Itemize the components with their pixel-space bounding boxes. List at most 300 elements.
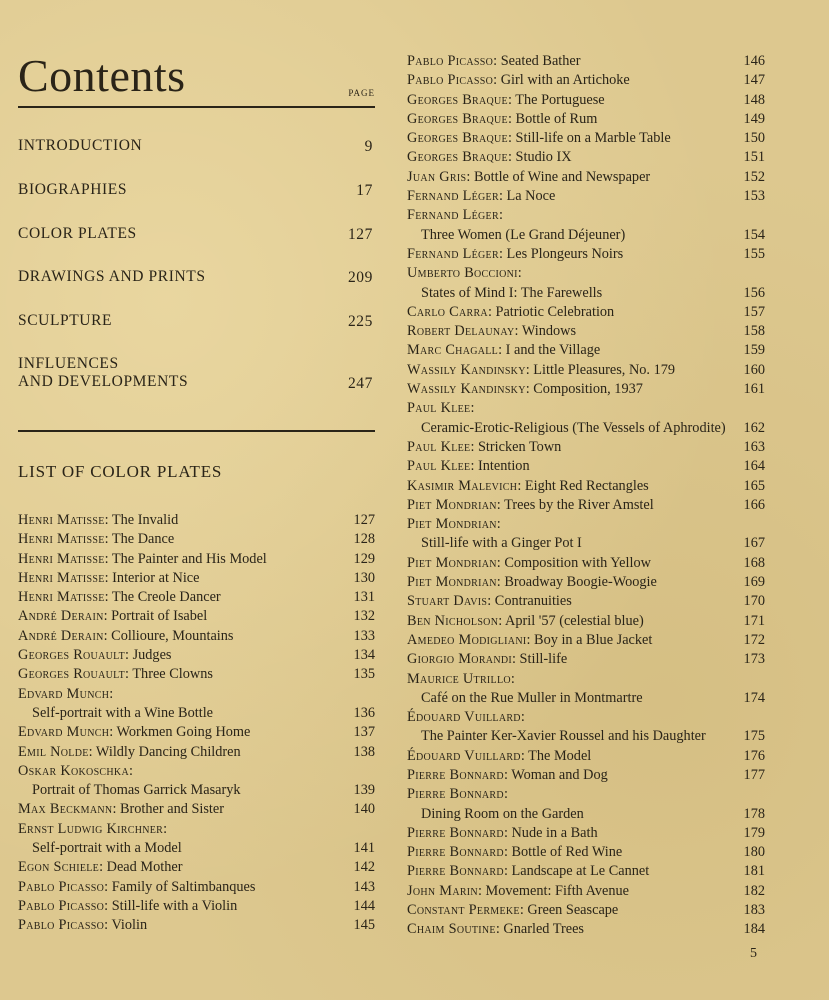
title-divider xyxy=(18,106,375,108)
plate-entry-line: Henri Matisse: The Painter and His Model xyxy=(18,550,267,567)
plate-artist: Wassily Kandinsky xyxy=(407,381,526,398)
plate-entry-line: Piet Mondrian: Broadway Boogie-Woogie xyxy=(407,574,657,591)
plate-entry[interactable] xyxy=(407,901,765,920)
plate-entry[interactable] xyxy=(407,554,765,573)
plate-entry[interactable] xyxy=(407,71,765,90)
plate-entry-line: Wassily Kandinsky: Little Pleasures, No. 179 xyxy=(407,361,676,378)
plate-page-number: 129 xyxy=(353,550,375,567)
plate-page-number: 144 xyxy=(353,897,375,914)
plate-artist: Fernand Léger xyxy=(407,207,499,224)
page-title: Contents xyxy=(18,50,186,101)
plate-artist: Edvard Munch xyxy=(18,724,110,741)
color-plates-heading: LIST OF COLOR PLATES xyxy=(18,462,223,481)
plate-page-number: 161 xyxy=(743,381,765,398)
plate-title-continued: States of Mind I: The Farewells xyxy=(421,284,603,301)
plate-artist: Henri Matisse xyxy=(18,531,105,548)
plate-entry-line: Ernst Ludwig Kirchner: xyxy=(18,820,168,837)
plate-page-number: 164 xyxy=(743,458,765,475)
section-entry[interactable] xyxy=(18,355,375,393)
plate-title: Nude in a Bath xyxy=(511,824,598,841)
plate-page-number: 160 xyxy=(743,361,765,378)
plate-entry[interactable] xyxy=(18,820,375,859)
plate-entry-line: Carlo Carra: Patriotic Celebration xyxy=(407,303,615,320)
plate-entry-line: Piet Mondrian: xyxy=(407,516,501,533)
plate-entry-line: Piet Mondrian: Composition with Yellow xyxy=(407,554,651,571)
plate-artist: Piet Mondrian xyxy=(407,516,497,533)
section-name: SCULPTURE xyxy=(18,312,113,329)
plate-page-number: 169 xyxy=(743,574,765,591)
plate-entry[interactable] xyxy=(18,685,375,724)
plate-entry-line: Pierre Bonnard: Nude in a Bath xyxy=(407,824,598,841)
plate-entry-line: Stuart Davis: Contranuities xyxy=(407,593,572,610)
plate-page-number: 184 xyxy=(743,921,765,938)
section-name: INFLUENCES AND DEVELOPMENTS xyxy=(18,355,189,390)
plate-title-continued: The Painter Ker-Xavier Roussel and his Daughter xyxy=(421,728,706,745)
plate-entry-line: Henri Matisse: Interior at Nice xyxy=(18,569,200,586)
plate-title: Dead Mother xyxy=(106,859,183,876)
plate-artist: Pierre Bonnard xyxy=(407,844,504,861)
plate-title: Contranuities xyxy=(494,593,572,610)
plate-entry[interactable] xyxy=(18,800,375,819)
section-page-number: 127 xyxy=(347,226,373,243)
plate-entry-line: Pablo Picasso: Family of Saltimbanques xyxy=(18,878,256,895)
plate-title-continued: Still-life with a Ginger Pot I xyxy=(421,535,582,552)
plate-title: Boy in a Blue Jacket xyxy=(534,631,653,648)
plate-entry-line: Paul Klee: Intention xyxy=(407,458,530,475)
plate-entry-line: Marc Chagall: I and the Village xyxy=(407,342,601,359)
plate-entry[interactable] xyxy=(18,530,375,549)
plate-page-number: 152 xyxy=(743,168,765,185)
section-page-number: 17 xyxy=(356,182,373,199)
color-plate-list-left xyxy=(18,511,375,936)
plate-title: Gnarled Trees xyxy=(503,921,584,938)
section-entry[interactable] xyxy=(18,181,375,200)
plate-artist: Oskar Kokoschka xyxy=(18,762,129,779)
plate-entry-line: Pablo Picasso: Seated Bather xyxy=(407,53,581,69)
plate-artist: Henri Matisse xyxy=(18,550,105,567)
plate-artist: Piet Mondrian xyxy=(407,496,497,513)
section-entry[interactable] xyxy=(18,312,375,331)
plate-page-number: 127 xyxy=(353,512,375,528)
plate-entry-line: Juan Gris: Bottle of Wine and Newspaper xyxy=(407,168,651,185)
plate-artist: Georges Rouault xyxy=(18,666,126,683)
plate-entry-line: Fernand Léger: La Noce xyxy=(407,188,556,205)
plate-page-number: 174 xyxy=(743,689,765,706)
plate-title: April '57 (celestial blue) xyxy=(505,612,644,629)
plate-artist: Ernst Ludwig Kirchner xyxy=(18,820,164,837)
plate-page-number: 176 xyxy=(743,747,765,764)
plate-entry-line: Édouard Vuillard: The Model xyxy=(407,747,592,764)
plate-title: Seated Bather xyxy=(500,53,581,69)
plate-title-continued: Three Women (Le Grand Déjeuner) xyxy=(421,226,626,243)
plate-entry-line: Chaim Soutine: Gnarled Trees xyxy=(407,921,584,938)
plate-entry[interactable] xyxy=(407,708,765,747)
plate-entry-line: Pierre Bonnard: Bottle of Red Wine xyxy=(407,844,623,861)
plate-entry-line: Max Beckmann: Brother and Sister xyxy=(18,801,225,818)
plate-entry-line: Édouard Vuillard: xyxy=(407,709,525,726)
plate-entry[interactable] xyxy=(407,457,765,476)
plate-entry-line: Georges Braque: Still-life on a Marble Table xyxy=(407,130,671,147)
plate-page-number: 134 xyxy=(353,647,375,664)
plate-title: Brother and Sister xyxy=(119,801,225,818)
plate-title: Composition, 1937 xyxy=(533,381,643,398)
plate-page-number: 150 xyxy=(743,130,765,147)
plate-entry[interactable] xyxy=(407,843,765,862)
plate-artist: Georges Braque xyxy=(407,91,508,108)
plate-entry-line: Henri Matisse: The Invalid xyxy=(18,512,179,528)
plate-artist: Edvard Munch xyxy=(18,685,110,702)
plate-entry-line: Wassily Kandinsky: Composition, 1937 xyxy=(407,381,643,398)
section-page-number: 209 xyxy=(347,269,373,286)
plate-page-number: 166 xyxy=(743,496,765,513)
plate-entry-line: Pablo Picasso: Girl with an Artichoke xyxy=(407,72,630,89)
plate-title: Windows xyxy=(521,323,577,340)
plate-entry[interactable] xyxy=(18,878,375,897)
plate-title: Family of Saltimbanques xyxy=(111,878,256,895)
plate-entry-line: André Derain: Collioure, Mountains xyxy=(18,627,234,644)
plate-title: Les Plongeurs Noirs xyxy=(506,245,624,262)
plate-title: Intention xyxy=(477,458,530,475)
plate-artist: Pablo Picasso xyxy=(407,72,494,89)
plate-entry[interactable] xyxy=(18,665,375,684)
plate-entry[interactable] xyxy=(407,399,765,438)
section-entry[interactable] xyxy=(18,137,375,156)
section-entry[interactable] xyxy=(18,268,375,287)
plate-artist: Henri Matisse xyxy=(18,569,105,586)
plate-artist: Édouard Vuillard xyxy=(407,709,521,726)
plate-title: Bottle of Wine and Newspaper xyxy=(473,168,651,185)
plate-page-number: 157 xyxy=(743,303,765,320)
plate-page-number: 179 xyxy=(743,824,765,841)
plate-artist: Pierre Bonnard xyxy=(407,786,504,803)
plate-entry[interactable] xyxy=(18,607,375,626)
plate-entry-line: Oskar Kokoschka: xyxy=(18,762,133,779)
plate-artist: Pablo Picasso xyxy=(407,53,494,69)
plate-entry[interactable] xyxy=(18,743,375,762)
plate-page-number: 155 xyxy=(743,245,765,262)
plate-page-number: 156 xyxy=(743,284,765,301)
plate-page-number: 128 xyxy=(353,531,375,548)
plate-entry[interactable] xyxy=(407,920,765,939)
plate-entry[interactable] xyxy=(407,670,765,709)
plate-title: The Portuguese xyxy=(515,91,605,108)
plate-artist: Wassily Kandinsky xyxy=(407,361,526,378)
plate-artist: Henri Matisse xyxy=(18,512,105,528)
plate-title: Little Pleasures, No. 179 xyxy=(533,361,676,378)
right-column xyxy=(407,52,765,940)
plate-title: Still-life xyxy=(519,651,568,668)
plate-artist: Kasimir Malevich xyxy=(407,477,518,494)
plate-title: Three Clowns xyxy=(132,666,213,683)
plate-artist: Pierre Bonnard xyxy=(407,824,504,841)
plate-page-number: 130 xyxy=(353,569,375,586)
plate-entry[interactable] xyxy=(407,477,765,496)
plate-title: La Noce xyxy=(506,188,556,205)
plate-entry[interactable] xyxy=(407,110,765,129)
plate-page-number: 147 xyxy=(743,72,765,89)
section-page-number: 247 xyxy=(347,375,373,392)
plate-title: Bottle of Rum xyxy=(515,110,598,127)
plate-entry-line: Georges Rouault: Judges xyxy=(18,647,172,664)
plate-entry-line: Fernand Léger: xyxy=(407,207,503,224)
plate-title-continued: Ceramic-Erotic-Religious (The Vessels of Aphrodite) xyxy=(421,419,726,436)
plate-page-number: 159 xyxy=(743,342,765,359)
plate-artist: Georges Braque xyxy=(407,149,508,166)
plate-page-number: 138 xyxy=(353,743,375,760)
plate-title: Stricken Town xyxy=(477,438,562,455)
plate-page-number: 168 xyxy=(743,554,765,571)
plate-page-number: 142 xyxy=(353,859,375,876)
plate-entry-line: Pierre Bonnard: Landscape at Le Cannet xyxy=(407,863,650,880)
plate-entry-line: Pierre Bonnard: xyxy=(407,786,508,803)
plate-entry[interactable] xyxy=(407,515,765,554)
plate-title: Trees by the River Amstel xyxy=(504,496,654,513)
plate-entry[interactable] xyxy=(18,897,375,916)
plate-entry[interactable] xyxy=(407,91,765,110)
plate-entry[interactable] xyxy=(18,762,375,801)
plate-page-number: 177 xyxy=(743,766,765,783)
plate-entry[interactable] xyxy=(407,341,765,360)
plate-entry[interactable] xyxy=(407,631,765,650)
plate-page-number: 170 xyxy=(743,593,765,610)
plate-entry[interactable] xyxy=(407,303,765,322)
plate-page-number: 136 xyxy=(353,704,375,721)
plate-artist: Henri Matisse xyxy=(18,589,105,606)
plate-title: Studio IX xyxy=(515,149,572,166)
plate-entry-line: Henri Matisse: The Dance xyxy=(18,531,175,548)
plate-artist: Paul Klee xyxy=(407,458,471,475)
section-name: COLOR PLATES xyxy=(18,225,137,242)
plate-title: Eight Red Rectangles xyxy=(524,477,649,494)
plate-page-number: 167 xyxy=(743,535,765,552)
plate-title: The Model xyxy=(528,747,592,764)
section-page-number: 225 xyxy=(347,313,373,330)
plate-title: Still-life on a Marble Table xyxy=(515,130,671,147)
plate-title: The Painter and His Model xyxy=(111,550,267,567)
plate-page-number: 132 xyxy=(353,608,375,625)
plate-page-number: 141 xyxy=(353,840,375,857)
plate-page-number: 149 xyxy=(743,110,765,127)
plate-entry-line: Ben Nicholson: April '57 (celestial blue) xyxy=(407,612,644,629)
plate-artist: Emil Nolde xyxy=(18,743,89,760)
plate-title: Judges xyxy=(132,647,172,664)
plate-artist: Pablo Picasso xyxy=(18,917,105,934)
plate-entry-line: Egon Schiele: Dead Mother xyxy=(18,859,183,876)
plate-artist: Max Beckmann xyxy=(18,801,113,818)
plate-artist: Piet Mondrian xyxy=(407,574,497,591)
plate-entry[interactable] xyxy=(18,550,375,569)
plate-entry[interactable] xyxy=(18,916,375,935)
plate-artist: Édouard Vuillard xyxy=(407,747,521,764)
plate-entry[interactable] xyxy=(407,264,765,303)
plate-artist: Pablo Picasso xyxy=(18,897,105,914)
plate-page-number: 146 xyxy=(743,53,765,69)
plate-entry-line: Paul Klee: xyxy=(407,400,475,417)
plate-entry[interactable] xyxy=(407,496,765,515)
plate-title: Collioure, Mountains xyxy=(111,627,234,644)
plate-entry-line: Pierre Bonnard: Woman and Dog xyxy=(407,766,608,783)
plate-title: The Creole Dancer xyxy=(111,589,221,606)
plate-artist: Paul Klee xyxy=(407,400,471,417)
section-name: BIOGRAPHIES xyxy=(18,181,128,198)
plate-entry-line: Emil Nolde: Wildly Dancing Children xyxy=(18,743,241,760)
plate-artist: Stuart Davis xyxy=(407,593,488,610)
plate-entry[interactable] xyxy=(407,747,765,766)
plate-title: Still-life with a Violin xyxy=(111,897,238,914)
plate-artist: Robert Delaunay xyxy=(407,323,515,340)
plate-page-number: 145 xyxy=(353,917,375,934)
plate-title: Wildly Dancing Children xyxy=(95,743,241,760)
plate-entry-line: Edvard Munch: xyxy=(18,685,114,702)
plate-entry[interactable] xyxy=(407,573,765,592)
plate-artist: Georges Braque xyxy=(407,110,508,127)
plate-page-number: 151 xyxy=(743,149,765,166)
plate-artist: John Marin xyxy=(407,882,478,899)
plate-entry-line: Maurice Utrillo: xyxy=(407,670,515,687)
plate-entry[interactable] xyxy=(407,52,765,71)
plate-title: Green Seascape xyxy=(527,902,619,919)
plate-entry[interactable] xyxy=(407,206,765,245)
plate-title: Violin xyxy=(111,917,148,934)
plate-artist: Ben Nicholson xyxy=(407,612,499,629)
plate-title: Patriotic Celebration xyxy=(495,303,615,320)
page-number: 5 xyxy=(750,946,757,961)
plate-entry[interactable] xyxy=(18,511,375,530)
plate-entry-line: Amedeo Modigliani: Boy in a Blue Jacket xyxy=(407,631,653,648)
plate-entry[interactable] xyxy=(18,858,375,877)
plate-artist: Carlo Carra xyxy=(407,303,488,320)
plate-entry[interactable] xyxy=(18,588,375,607)
plate-entry[interactable] xyxy=(407,824,765,843)
plate-artist: Pierre Bonnard xyxy=(407,766,504,783)
plate-title: Woman and Dog xyxy=(511,766,608,783)
plate-artist: Amedeo Modigliani xyxy=(407,631,527,648)
plate-artist: Georges Braque xyxy=(407,130,508,147)
plate-artist: Maurice Utrillo xyxy=(407,670,511,687)
section-entry[interactable] xyxy=(18,225,375,244)
plate-artist: Umberto Boccioni xyxy=(407,265,518,282)
plate-entry[interactable] xyxy=(407,612,765,631)
plate-title-continued: Self-portrait with a Wine Bottle xyxy=(32,704,214,721)
plate-entry-line: André Derain: Portrait of Isabel xyxy=(18,608,208,625)
plate-page-number: 173 xyxy=(743,651,765,668)
plate-entry-line: Piet Mondrian: Trees by the River Amstel xyxy=(407,496,654,513)
plate-entry[interactable] xyxy=(18,627,375,646)
plate-entry[interactable] xyxy=(407,592,765,611)
plate-artist: Paul Klee xyxy=(407,438,471,455)
plate-page-number: 139 xyxy=(353,782,375,799)
plate-page-number: 153 xyxy=(743,188,765,205)
plate-title: Bottle of Red Wine xyxy=(511,844,623,861)
plate-page-number: 162 xyxy=(743,419,765,436)
plate-entry[interactable] xyxy=(18,723,375,742)
plate-entry[interactable] xyxy=(407,785,765,824)
plate-title: Composition with Yellow xyxy=(504,554,651,571)
plate-entry[interactable] xyxy=(407,862,765,881)
plate-entry-line: John Marin: Movement: Fifth Avenue xyxy=(407,882,629,899)
plate-title: The Dance xyxy=(111,531,175,548)
plate-artist: André Derain xyxy=(18,627,104,644)
plate-entry-line: Constant Permeke: Green Seascape xyxy=(407,902,619,919)
plate-page-number: 133 xyxy=(353,627,375,644)
plate-artist: Piet Mondrian xyxy=(407,554,497,571)
plate-artist: Egon Schiele xyxy=(18,859,100,876)
plate-page-number: 137 xyxy=(353,724,375,741)
plate-entry-line: Umberto Boccioni: xyxy=(407,265,522,282)
plate-entry[interactable] xyxy=(18,646,375,665)
plate-title-continued: Dining Room on the Garden xyxy=(421,805,584,822)
plate-title: Workmen Going Home xyxy=(116,724,251,741)
plate-entry-line: Henri Matisse: The Creole Dancer xyxy=(18,589,221,606)
plate-artist: Marc Chagall xyxy=(407,342,499,359)
plate-title: Interior at Nice xyxy=(112,569,200,586)
plate-page-number: 183 xyxy=(743,902,765,919)
plate-entry-line: Georges Rouault: Three Clowns xyxy=(18,666,213,683)
plate-artist: Fernand Léger xyxy=(407,188,499,205)
plate-page-number: 180 xyxy=(743,844,765,861)
section-name: DRAWINGS AND PRINTS xyxy=(18,268,206,285)
plate-artist: Juan Gris xyxy=(407,168,467,185)
plate-entry[interactable] xyxy=(407,168,765,187)
plate-page-number: 178 xyxy=(743,805,765,822)
plate-page-number: 154 xyxy=(743,226,765,243)
plate-page-number: 172 xyxy=(743,631,765,648)
color-plate-list-right xyxy=(407,52,765,940)
plate-page-number: 175 xyxy=(743,728,765,745)
plate-entry-line: Pablo Picasso: Still-life with a Violin xyxy=(18,897,238,914)
plate-page-number: 181 xyxy=(743,863,765,880)
plate-artist: Giorgio Morandi xyxy=(407,651,512,668)
section-page-number: 9 xyxy=(364,138,373,155)
plate-entry[interactable] xyxy=(407,380,765,399)
plate-page-number: 131 xyxy=(353,589,375,606)
plate-title: Portrait of Isabel xyxy=(111,608,208,625)
section-divider xyxy=(18,430,375,432)
plate-title: Broadway Boogie-Woogie xyxy=(504,574,657,591)
page-column-label: PAGE xyxy=(348,88,375,98)
plate-title: Girl with an Artichoke xyxy=(500,72,630,89)
plate-page-number: 135 xyxy=(353,666,375,683)
plate-entry[interactable] xyxy=(407,322,765,341)
plate-title: Landscape at Le Cannet xyxy=(511,863,650,880)
plate-entry[interactable] xyxy=(407,438,765,457)
plate-artist: Pablo Picasso xyxy=(18,878,105,895)
plate-entry[interactable] xyxy=(407,650,765,669)
plate-entry[interactable] xyxy=(407,766,765,785)
plate-entry[interactable] xyxy=(407,882,765,901)
plate-entry[interactable] xyxy=(407,148,765,167)
plate-entry[interactable] xyxy=(407,187,765,206)
plate-page-number: 182 xyxy=(743,882,765,899)
plate-entry[interactable] xyxy=(407,245,765,264)
plate-title-continued: Self-portrait with a Model xyxy=(32,840,182,857)
plate-artist: André Derain xyxy=(18,608,104,625)
plate-page-number: 171 xyxy=(743,612,765,629)
plate-entry-line: Georges Braque: The Portuguese xyxy=(407,91,605,108)
plate-page-number: 163 xyxy=(743,438,765,455)
plate-page-number: 148 xyxy=(743,91,765,108)
plate-artist: Fernand Léger xyxy=(407,245,499,262)
plate-artist: Pierre Bonnard xyxy=(407,863,504,880)
plate-artist: Georges Rouault xyxy=(18,647,126,664)
plate-page-number: 143 xyxy=(353,878,375,895)
plate-entry[interactable] xyxy=(407,361,765,380)
plate-entry-line: Georges Braque: Bottle of Rum xyxy=(407,110,598,127)
plate-entry[interactable] xyxy=(18,569,375,588)
plate-entry-line: Kasimir Malevich: Eight Red Rectangles xyxy=(407,477,649,494)
plate-entry[interactable] xyxy=(407,129,765,148)
plate-title: I and the Village xyxy=(505,342,601,359)
